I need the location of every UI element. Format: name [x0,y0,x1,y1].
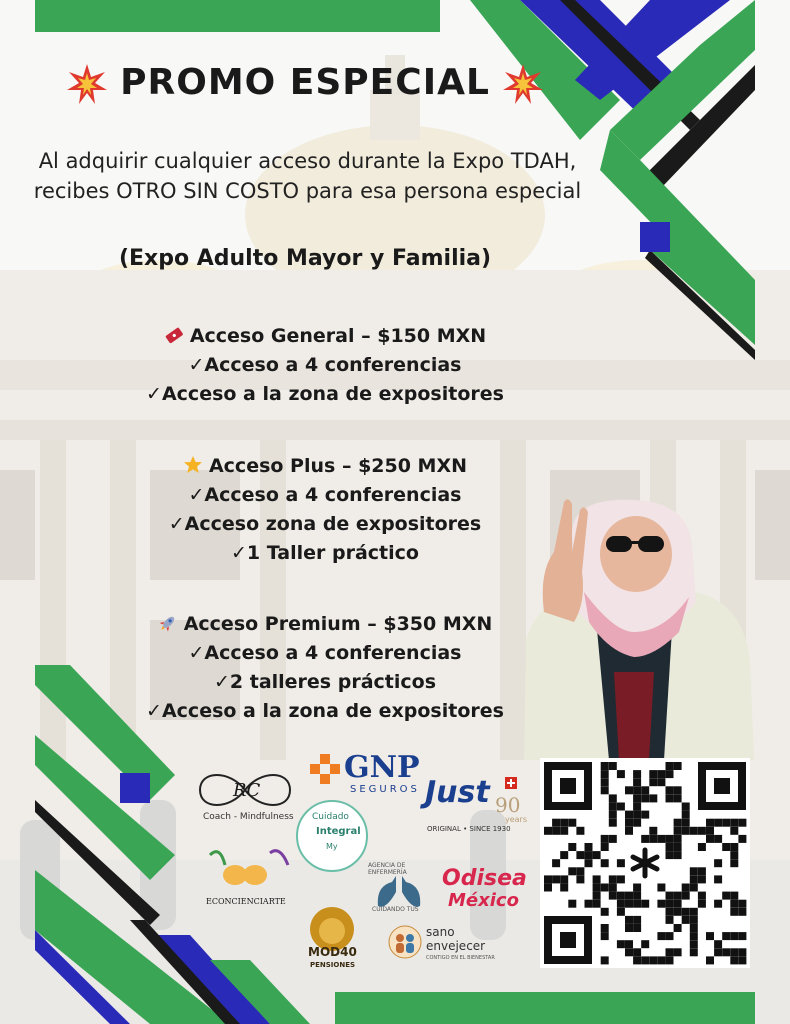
gnp-sub: SEGUROS [350,784,420,795]
coach-logo [195,770,305,830]
cuidado-line2: Integral [316,826,361,837]
tier-plus [60,452,590,568]
gnp-name: GNP [344,750,420,785]
tier-plus-feature: ✓1 Taller práctico [231,542,419,564]
burst-icon [67,64,107,104]
tier-plus-feature: ✓Acceso zona de expositores [168,513,482,535]
agencia-line1: AGENCIA DE ENFERMERÍA [368,862,407,876]
just-name: Just [425,775,490,810]
swiss-flag-icon [505,777,517,789]
tier-premium-feature: ✓Acceso a 4 conferencias [188,642,462,664]
couple-icon [388,925,422,959]
burst-icon [503,64,543,104]
butterfly-icon [200,845,295,893]
cuidado-line1: Cuidado [312,812,349,822]
coach-sub: Coach - Mindfulness [203,812,294,822]
odisea-line2: México [448,890,519,911]
tier-general-feature: ✓Acceso a la zona de expositores [146,383,504,405]
tier-premium [60,610,590,726]
econcienciarte-name: ECONCIENCIARTE [206,897,286,906]
sano-line2: envejecer [426,939,486,953]
tier-plus-name: Acceso Plus – $250 MXN [60,452,590,481]
qr-code[interactable] [540,758,750,968]
star-icon [183,455,203,475]
cuidado-integral-logo [296,800,368,872]
promo-intro: Al adquirir cualquier acceso durante la Expo TDAH, recibes OTRO SIN COSTO para esa persona especial [33,149,582,203]
odisea-mexico-logo [440,866,530,916]
promo-title-text: PROMO ESPECIAL [120,62,490,103]
tier-premium-feature: ✓2 talleres prácticos [213,671,437,693]
just-sub: ORIGINAL • SINCE 1930 [427,825,511,833]
mod40-name: MOD40 [308,945,357,959]
rocket-icon [158,613,178,633]
mod40-sub: PENSIONES [310,961,356,969]
tier-premium-name: Acceso Premium – $350 MXN [60,610,590,639]
qr-center-logo-icon [625,843,665,883]
cuidado-line3: My [326,842,338,851]
sano-line1: sano [426,925,455,939]
tier-general-name: Acceso General – $150 MXN [60,322,590,351]
coach-mark: RC [233,780,261,801]
elderly-woman-photo [514,492,760,760]
ticket-icon [164,325,184,345]
agencia-line2: CUIDANDO TUS [372,906,419,913]
mod40-logo [300,905,365,975]
tier-general-feature: ✓Acceso a 4 conferencias [188,354,462,376]
gnp-logo [310,750,420,800]
just-years-sub: years [505,815,528,824]
just-years: 90 [495,793,521,817]
promo-intro-bold: (Expo Adulto Mayor y Familia) [118,246,492,271]
agencia-enfermeria-logo [368,862,438,917]
just-logo [425,775,535,835]
sano-line3: CONTIGO EN EL BIENESTAR [426,955,495,961]
econcienciarte-logo [200,845,295,910]
sano-envejecer-logo [388,925,518,970]
odisea-line1: Odisea [442,866,527,891]
promo-title [0,62,610,104]
tier-general [60,322,590,409]
tier-premium-feature: ✓Acceso a la zona de expositores [146,700,504,722]
tier-plus-feature: ✓Acceso a 4 conferencias [188,484,462,506]
